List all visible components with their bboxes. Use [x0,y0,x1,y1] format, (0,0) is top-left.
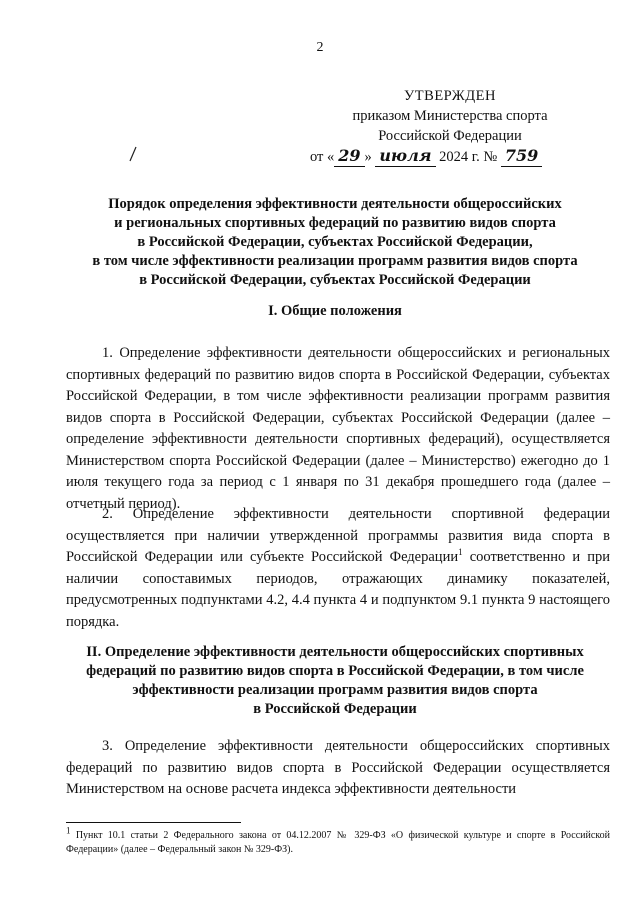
section-1-heading: I. Общие положения [268,303,402,319]
footnote-text: Пункт 10.1 статьи 2 Федерального закона от 04.12.2007 № 329-ФЗ «О физической культуре и спорте в Российской Федерации» (далее – Федеральный закон № 329-ФЗ). [66,830,610,855]
page-number: 2 [316,40,324,55]
footnote [66,825,610,857]
handwritten-day: 29 [334,146,364,167]
document-title [70,195,600,290]
approval-heading: УТВЕРЖДЕН [404,88,496,104]
paragraph-3 [66,736,610,801]
paragraph-1 [66,343,610,515]
footnote-ref: 1 [458,547,463,558]
title-line-2: и региональных спортивных федераций по развитию видов спорта [114,215,556,231]
handwritten-number: 759 [501,146,542,167]
paragraph-1-text: 1. Определение эффективности деятельности общероссийских и региональных спортивных федераций по развитию видов спорта в Российской Федерации, субъектах Российской Федерации, в том числе эффективности реализации программ развития видов спорта в Российской Федерации, субъектах Российской Федерации (далее – определение эффективности деятельности спортивных федераций), осуществляется Министерством спорта Российской Федерации (далее – Министерство) ежегодно до 1 июля текущего года за период с 1 января по 31 декабря прошедшего года (далее – отчетный период). [66,345,610,512]
title-line-3: в Российской Федерации, субъектах Российской Федерации, [137,234,533,250]
section-2-line-2: федераций по развитию видов спорта в Российской Федерации, в том числе [86,663,584,679]
approval-stamp [300,86,600,167]
date-prefix: от « [310,149,335,165]
date-year: 2024 г. № [439,149,498,165]
paragraph-2-text-b: соответственно и при наличии сопоставимых периодов, отражающих динамику показателей, предусмотренных подпунктами 4.2, 4.4 пункта 4 и подпунктом 9.1 пункта 9 настоящего порядка. [66,549,611,630]
paragraph-3-text: 3. Определение эффективности деятельности общероссийских спортивных федераций по развитию видов спорта в Российской Федерации осуществляется Министерством на основе расчета индекса эффективности деятельности [66,738,610,797]
title-line-4: в том числе эффективности реализации программ развития видов спорта [92,253,578,269]
footnote-divider [66,822,241,823]
approval-line-1: приказом Министерства спорта [352,108,548,124]
date-mid: » [364,149,372,165]
approval-line-2: Российской Федерации [378,128,522,144]
paragraph-2-text-a: 2. Определение эффективности деятельности спортивной федерации осуществляется при наличии утвержденной программы развития вида спорта в Российской Федерации или субъекте Российской Федерации [66,506,610,565]
approval-date-line [300,146,600,167]
paragraph-2 [66,504,610,633]
title-line-1: Порядок определения эффективности деятельности общероссийских [108,196,562,212]
pen-mark-icon [124,145,142,163]
title-line-5: в Российской Федерации, субъектах Российской Федерации [139,272,531,288]
section-2-line-1: II. Определение эффективности деятельности общероссийских спортивных [86,644,584,660]
section-2-heading [60,643,610,719]
section-2-line-3: эффективности реализации программ развития видов спорта [132,682,538,698]
handwritten-month: июля [375,146,435,167]
footnote-marker: 1 [66,825,71,836]
section-2-line-4: в Российской Федерации [253,701,417,717]
